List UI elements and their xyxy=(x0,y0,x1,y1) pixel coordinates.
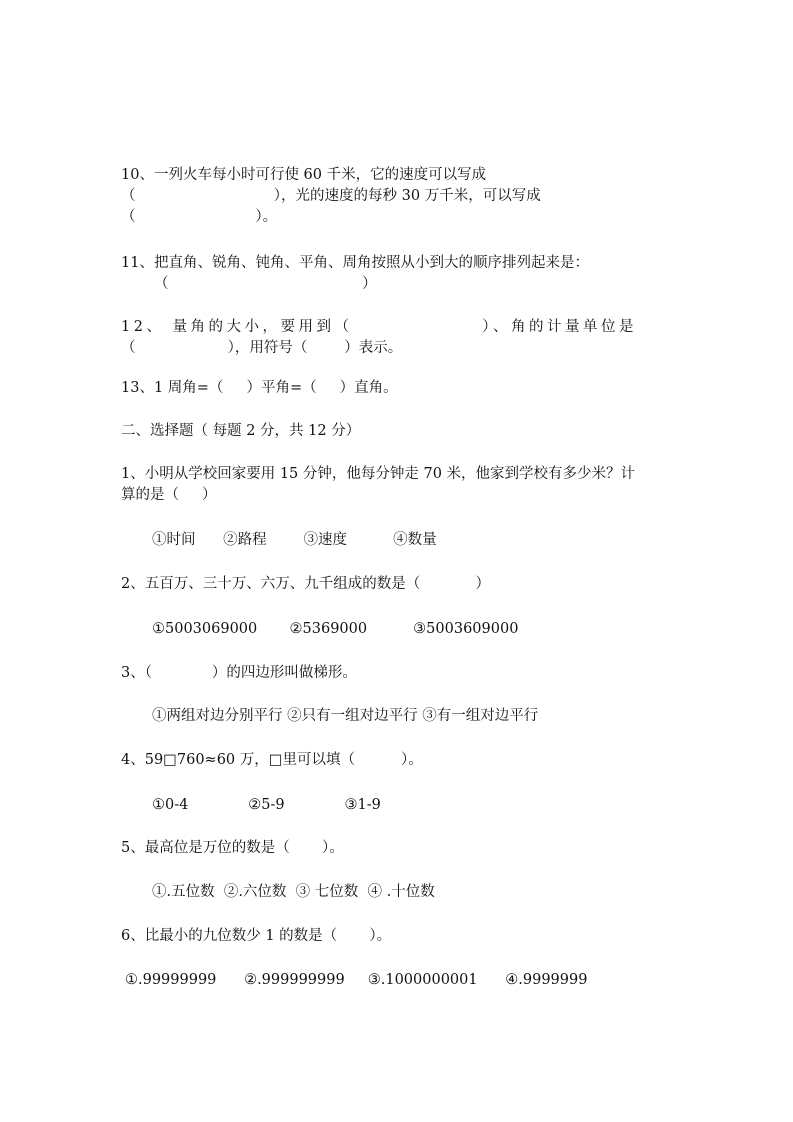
choice4-line1: 4、59□760≈60 万，□里可以填（ ）。 xyxy=(121,752,423,768)
choice1-line1: 1、小明从学校回家要用 15 分钟，他每分钟走 70 米，他家到学校有多少米？计 xyxy=(121,466,636,482)
choice6-line1: 6、比最小的九位数少 1 的数是（ ）。 xyxy=(121,928,392,944)
choice2-options: ①5003069000 ②5369000 ③5003609000 xyxy=(152,621,519,637)
q12-line2: （ ），用符号（ ）表示。 xyxy=(121,340,403,356)
q10-line1: 10、一列火车每小时可行使 60 千米，它的速度可以写成 xyxy=(121,167,487,183)
q10-line2: （ ），光的速度的每秒 30 万千米，可以写成 xyxy=(121,188,541,204)
choice3-line1: 3、（ ）的四边形叫做梯形。 xyxy=(121,665,357,681)
choice4-options: ①0-4 ②5-9 ③1-9 xyxy=(152,797,381,813)
q12-line1: 12、 量角的大小，要用到（ ）、角的计量单位是 xyxy=(121,319,638,335)
q11-line2: （ ） xyxy=(154,276,377,292)
choice5-line1: 5、最高位是万位的数是（ ）。 xyxy=(121,840,344,856)
q11-line1: 11、把直角、锐角、钝角、平角、周角按照从小到大的顺序排列起来是： xyxy=(121,255,589,271)
section2-heading: 二、选择题（ 每题 2 分，共 12 分） xyxy=(121,423,361,439)
choice3-options: ①两组对边分别平行 ②只有一组对边平行 ③有一组对边平行 xyxy=(152,708,539,724)
q10-line3: （ ）。 xyxy=(121,209,278,225)
q13-line1: 13、1 周角=（ ）平角=（ ）直角。 xyxy=(121,380,398,396)
choice1-line2: 算的是（ ） xyxy=(121,487,217,503)
choice6-options: ①.99999999 ②.999999999 ③.1000000001 ④.9999999 xyxy=(125,972,588,988)
choice2-line1: 2、五百万、三十万、六万、九千组成的数是（ ） xyxy=(121,576,491,592)
choice1-options: ①时间 ②路程 ③速度 ④数量 xyxy=(152,532,437,548)
choice5-options: ①.五位数 ②.六位数 ③ 七位数 ④ .十位数 xyxy=(152,884,435,900)
